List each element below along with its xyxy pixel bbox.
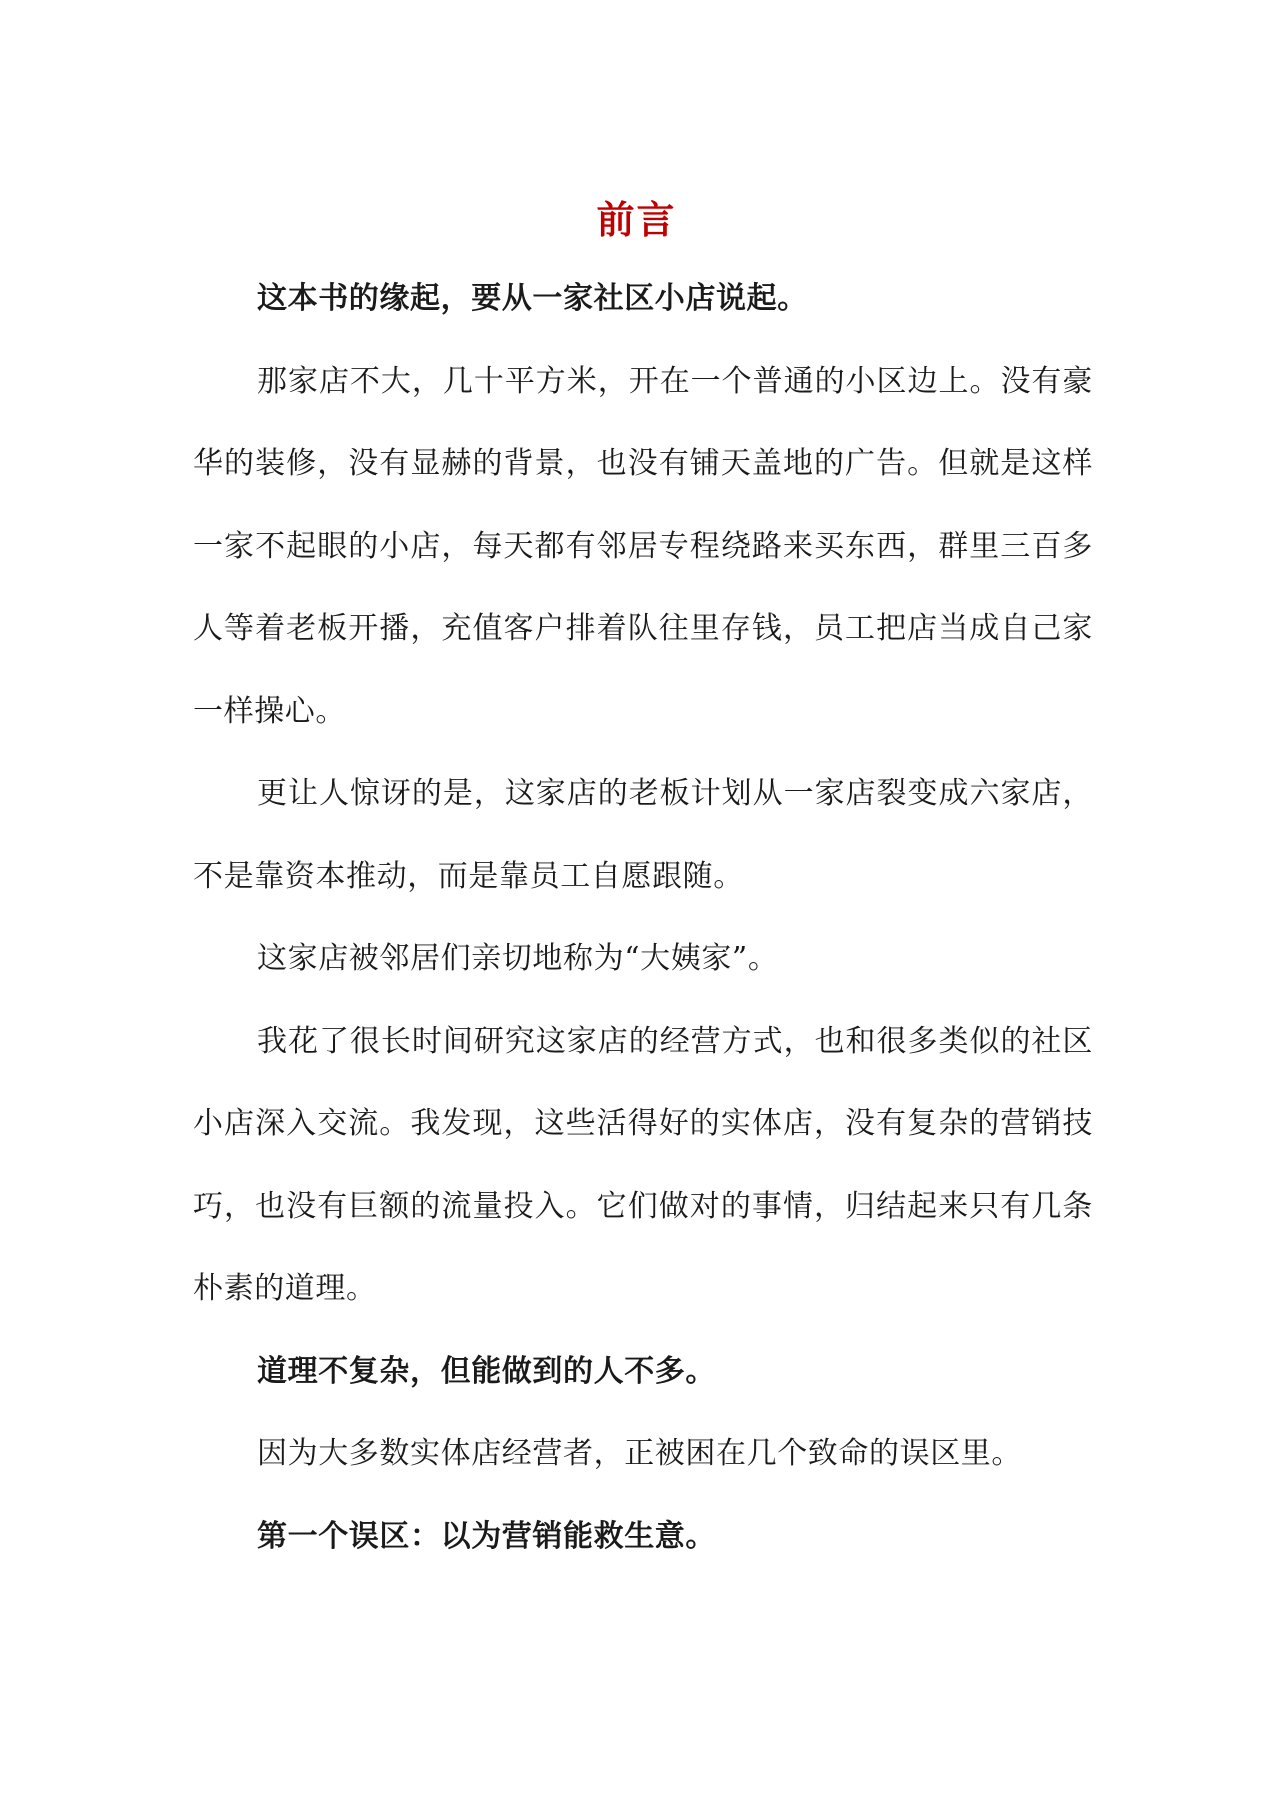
paragraph-5: 我花了很长时间研究这家店的经营方式，也和很多类似的社区小店深入交流。我发现，这些活得好的实体店，没有复杂的营销技巧，也没有巨额的流量投入。它们做对的事情，归结起来只有几条朴素的道理。 (193, 1023, 1093, 1306)
page-title: 前言 (596, 197, 677, 243)
paragraph-6: 道理不复杂，但能做到的人不多。 (257, 1353, 716, 1389)
paragraph-4: 这家店被邻居们亲切地称为“大姨家”。 (257, 941, 779, 976)
paragraph-2: 那家店不大，几十平方米，开在一个普通的小区边上。没有豪华的装修，没有显赫的背景，也没有铺天盖地的广告。但就是这样一家不起眼的小店，每天都有邻居专程绕路来买东西，群里三百多人等着老板开播，充值客户排着队往里存钱，员工把店当成自己家一样操心。 (193, 363, 1093, 729)
body-text (193, 258, 1093, 1578)
paragraph-7: 因为大多数实体店经营者，正被困在几个致命的误区里。 (257, 1436, 1022, 1471)
paragraph-1: 这本书的缘起，要从一家社区小店说起。 (257, 281, 808, 316)
paragraph-8: 第一个误区：以为营销能救生意。 (257, 1518, 716, 1554)
paragraph-3: 更让人惊讶的是，这家店的老板计划从一家店裂变成六家店，不是靠资本推动，而是靠员工自愿跟随。 (193, 776, 1093, 894)
